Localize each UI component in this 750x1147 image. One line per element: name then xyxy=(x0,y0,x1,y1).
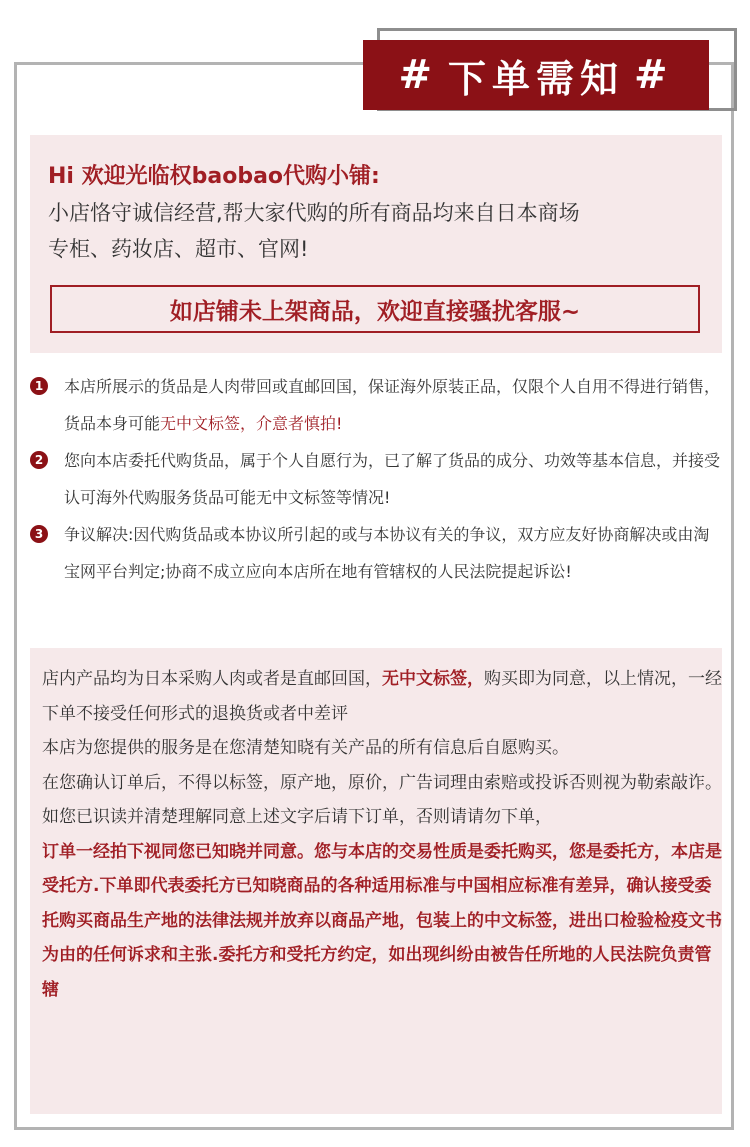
intro-line-2: 专柜、药妆店、超市、官网! xyxy=(48,237,309,261)
rule-text: 您向本店委托代购货品，属于个人自愿行为，已了解了货品的成分、功效等基本信息，并接受认可海外代购服务货品可能无中文标签等情况! xyxy=(64,451,721,507)
rule-number-badge: 3 xyxy=(30,525,48,543)
contact-service-notice: 如店铺未上架商品，欢迎直接骚扰客服~ xyxy=(50,285,700,333)
terms-panel xyxy=(30,648,722,1114)
terms-paragraph-4: 如您已识读并清楚理解同意上述文字后请下订单，否则请请勿下单， xyxy=(42,807,552,827)
terms-paragraph-2: 本店为您提供的服务是在您清楚知晓有关产品的所有信息后自愿购买。 xyxy=(42,738,569,758)
intro-line-1: 小店恪守诚信经营,帮大家代购的所有商品均来自日本商场 xyxy=(48,201,580,225)
rule-item xyxy=(30,516,720,590)
page-title: 下单需知 xyxy=(447,56,624,101)
rule-item xyxy=(30,368,720,442)
rule-item xyxy=(30,442,720,516)
rule-text: 本店所展示的货品是人肉带回或直邮回国，保证海外原装正品，仅限个人自用不得进行销售，货品本身可能 xyxy=(64,377,721,433)
intro-text xyxy=(48,195,718,267)
terms-text-span: 购买即为同意，以上情况，一经下单不接受任何形式的退换货或者中差评 xyxy=(42,669,722,724)
terms-paragraph-3: 在您确认订单后，不得以标签，原产地，原价，广告词理由索赔或投诉否则视为勒索敲诈。 xyxy=(42,772,722,793)
hash-left: # xyxy=(398,52,438,98)
terms-paragraph-5: 订单一经拍下视同您已知晓并同意。您与本店的交易性质是委托购买，您是委托方，本店是受托方.下单即代表委托方已知晓商品的各种适用标准与中国相应标准有差异，确认接受委托购买商品生产地的法律法规并放弃以商品产地，包装上的中文标签，进出口检验检疫文书为由的任何诉求和主张.委托方和受托方约定，如出现纠纷由被告任所地的人民法院负责管辖 xyxy=(42,841,722,1000)
intro-panel xyxy=(30,135,722,353)
intro-greeting: Hi 欢迎光临权baobao代购小铺: xyxy=(48,164,380,189)
rule-number-badge: 1 xyxy=(30,377,48,395)
terms-paragraph-1 xyxy=(42,662,726,731)
rule-number-badge: 2 xyxy=(30,451,48,469)
rules-list xyxy=(30,368,720,590)
no-chinese-label-warning: 无中文标签， xyxy=(382,669,484,689)
terms-text-span: 店内产品均为日本采购人肉或者是直邮回国， xyxy=(42,669,382,689)
rule-text: 争议解决:因代购货品或本协议所引起的或与本协议有关的争议，双方应友好协商解决或由淘宝网平台判定;协商不成立应向本店所在地有管辖权的人民法院提起诉讼! xyxy=(64,525,710,581)
page-title-banner xyxy=(363,40,709,110)
hash-right: # xyxy=(634,52,674,98)
terms-text xyxy=(42,662,726,1007)
rule-highlight: 无中文标签，介意者慎拍! xyxy=(160,414,343,433)
